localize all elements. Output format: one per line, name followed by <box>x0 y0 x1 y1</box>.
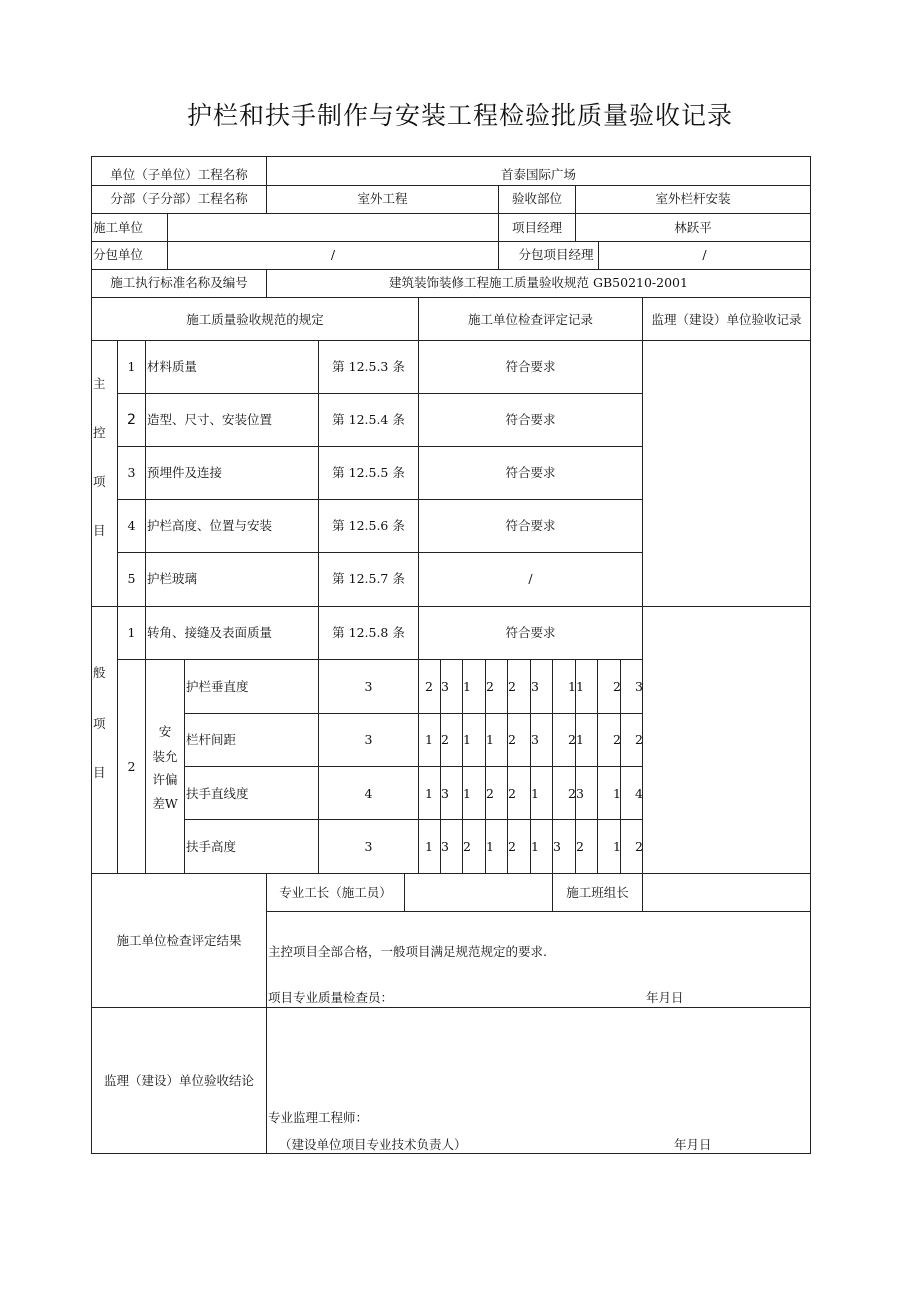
measure-allowance: 3 <box>364 679 373 694</box>
measure-value: 1 <box>463 786 471 801</box>
general-group-char: 项 <box>93 716 106 731</box>
measure-value: 1 <box>531 839 539 854</box>
main-item-no: 4 <box>127 518 136 533</box>
measure-value: 1 <box>568 679 576 694</box>
main-item-result: 符合要求 <box>505 518 556 533</box>
measure-value: 1 <box>613 839 621 854</box>
measure-value: 2 <box>486 786 494 801</box>
project-manager-value: 林跃平 <box>674 220 712 235</box>
page-title: 护栏和扶手制作与安装工程检验批质量验收记录 <box>186 101 733 130</box>
measure-value: 1 <box>425 732 433 747</box>
general-item-name: 转角、接缝及表面质量 <box>147 625 273 640</box>
measure-allowance: 3 <box>364 839 373 854</box>
general-item-no: 1 <box>127 625 136 640</box>
measure-value: 2 <box>508 839 516 854</box>
tolerance-label-line: 装允 <box>152 749 178 764</box>
contractor-date: 年月日 <box>646 990 684 1005</box>
measure-value: 1 <box>531 786 539 801</box>
measure-value: 2 <box>613 732 621 747</box>
contractor-record-header: 施工单位检查评定记录 <box>467 312 593 327</box>
main-item-result: 符合要求 <box>505 465 556 480</box>
measure-value: 2 <box>463 839 471 854</box>
sub-manager-label: 分包项目经理 <box>518 247 594 262</box>
measure-value: 1 <box>425 839 433 854</box>
measure-value: 1 <box>613 786 621 801</box>
main-item-no: 2 <box>127 412 136 428</box>
tolerance-label-line: 差W <box>152 796 178 811</box>
spec-column-header: 施工质量验收规范的规定 <box>186 312 324 327</box>
measure-value: 1 <box>576 679 584 694</box>
general-item-no: 2 <box>127 759 136 774</box>
standard-label: 施工执行标准名称及编号 <box>110 275 248 290</box>
general-item-result: 符合要求 <box>505 625 556 640</box>
subcontractor-value: / <box>330 247 336 262</box>
measure-value: 3 <box>441 839 449 854</box>
measure-value: 3 <box>553 839 561 854</box>
measure-value: 1 <box>463 679 471 694</box>
main-item-no: 3 <box>127 465 136 480</box>
measure-value: 3 <box>441 786 449 801</box>
measure-value: 2 <box>613 679 621 694</box>
measure-value: 1 <box>463 732 471 747</box>
measure-name: 扶手直线度 <box>186 786 249 801</box>
measure-value: 1 <box>486 732 494 747</box>
project-name-label: 单位（子单位）工程名称 <box>110 167 248 182</box>
team-leader-label: 施工班组长 <box>566 885 629 900</box>
measure-name: 扶手高度 <box>186 839 237 854</box>
general-group-char: 目 <box>93 765 106 780</box>
measure-value: 3 <box>531 732 539 747</box>
sub-project-value: 室外工程 <box>357 191 408 206</box>
main-item-name: 预埋件及连接 <box>147 465 223 480</box>
sub-project-label: 分部（子分部）工程名称 <box>110 191 248 206</box>
measure-value: 2 <box>425 679 433 694</box>
general-item-clause: 第 12.5.8 条 <box>332 625 405 640</box>
main-item-no: 1 <box>127 359 136 374</box>
main-item-result: 符合要求 <box>505 412 556 427</box>
contractor-result-label: 施工单位检查评定结果 <box>116 933 242 948</box>
main-item-name: 造型、尺寸、安装位置 <box>147 412 273 427</box>
supervisor-result-label: 监理（建设）单位验收结论 <box>103 1073 254 1088</box>
measure-value: 2 <box>635 839 643 854</box>
contractor-label: 施工单位 <box>93 220 144 235</box>
measure-value: 4 <box>635 786 643 801</box>
tolerance-label-line: 安 <box>158 724 172 739</box>
main-item-no: 5 <box>127 571 136 586</box>
supervisor-date: 年月日 <box>674 1137 712 1152</box>
engineer-label: 专业监理工程师： <box>268 1110 369 1125</box>
main-item-name: 材料质量 <box>147 359 198 374</box>
main-item-name: 护栏玻璃 <box>147 571 198 586</box>
tolerance-label-line: 许偏 <box>152 772 178 787</box>
main-item-clause: 第 12.5.5 条 <box>332 465 405 480</box>
measure-value: 2 <box>486 679 494 694</box>
main-item-result: / <box>528 571 533 586</box>
measure-allowance: 3 <box>364 732 373 747</box>
measure-value: 3 <box>441 679 449 694</box>
measure-value: 3 <box>635 679 643 694</box>
general-group-char: 般 <box>93 665 106 680</box>
main-group-char: 控 <box>93 425 106 440</box>
supervisor-record-header: 监理（建设）单位验收记录 <box>651 312 802 327</box>
main-item-clause: 第 12.5.3 条 <box>332 359 405 374</box>
main-item-result: 符合要求 <box>505 359 556 374</box>
measure-value: 1 <box>576 732 584 747</box>
measure-value: 2 <box>508 732 516 747</box>
main-group-char: 主 <box>93 376 106 391</box>
measure-value: 1 <box>486 839 494 854</box>
measure-allowance: 4 <box>364 786 373 801</box>
measure-value: 3 <box>576 786 584 801</box>
project-manager-label: 项目经理 <box>511 220 562 235</box>
measure-value: 2 <box>508 679 516 694</box>
measure-value: 3 <box>531 679 539 694</box>
main-item-clause: 第 12.5.6 条 <box>332 518 405 533</box>
measure-value: 2 <box>568 786 576 801</box>
acceptance-part-value: 室外栏杆安装 <box>655 191 731 206</box>
measure-value: 2 <box>441 732 449 747</box>
sub-manager-value: / <box>702 247 707 262</box>
acceptance-part-label: 验收部位 <box>511 191 562 206</box>
main-group-char: 目 <box>93 523 106 538</box>
measure-name: 栏杆间距 <box>186 732 237 747</box>
main-item-clause: 第 12.5.4 条 <box>332 412 405 427</box>
main-item-name: 护栏高度、位置与安装 <box>147 518 273 533</box>
measure-value: 2 <box>576 839 584 854</box>
measure-value: 2 <box>568 732 576 747</box>
measure-value: 2 <box>508 786 516 801</box>
standard-value: 建筑装饰装修工程施工质量验收规范 GB50210-2001 <box>389 275 688 290</box>
project-name-value: 首泰国际广场 <box>500 167 576 182</box>
measure-value: 2 <box>635 732 643 747</box>
inspector-label: 项目专业质量检查员： <box>268 990 394 1005</box>
main-item-clause: 第 12.5.7 条 <box>332 571 405 586</box>
owner-label: （建设单位项目专业技术负责人） <box>279 1137 467 1152</box>
measure-value: 1 <box>425 786 433 801</box>
main-group-char: 项 <box>93 474 106 489</box>
contractor-conclusion: 主控项目全部合格，一般项目满足规范规定的要求. <box>268 944 547 959</box>
subcontractor-label: 分包单位 <box>93 247 144 262</box>
foreman-label: 专业工长（施工员） <box>279 885 392 900</box>
measure-name: 护栏垂直度 <box>186 679 249 694</box>
